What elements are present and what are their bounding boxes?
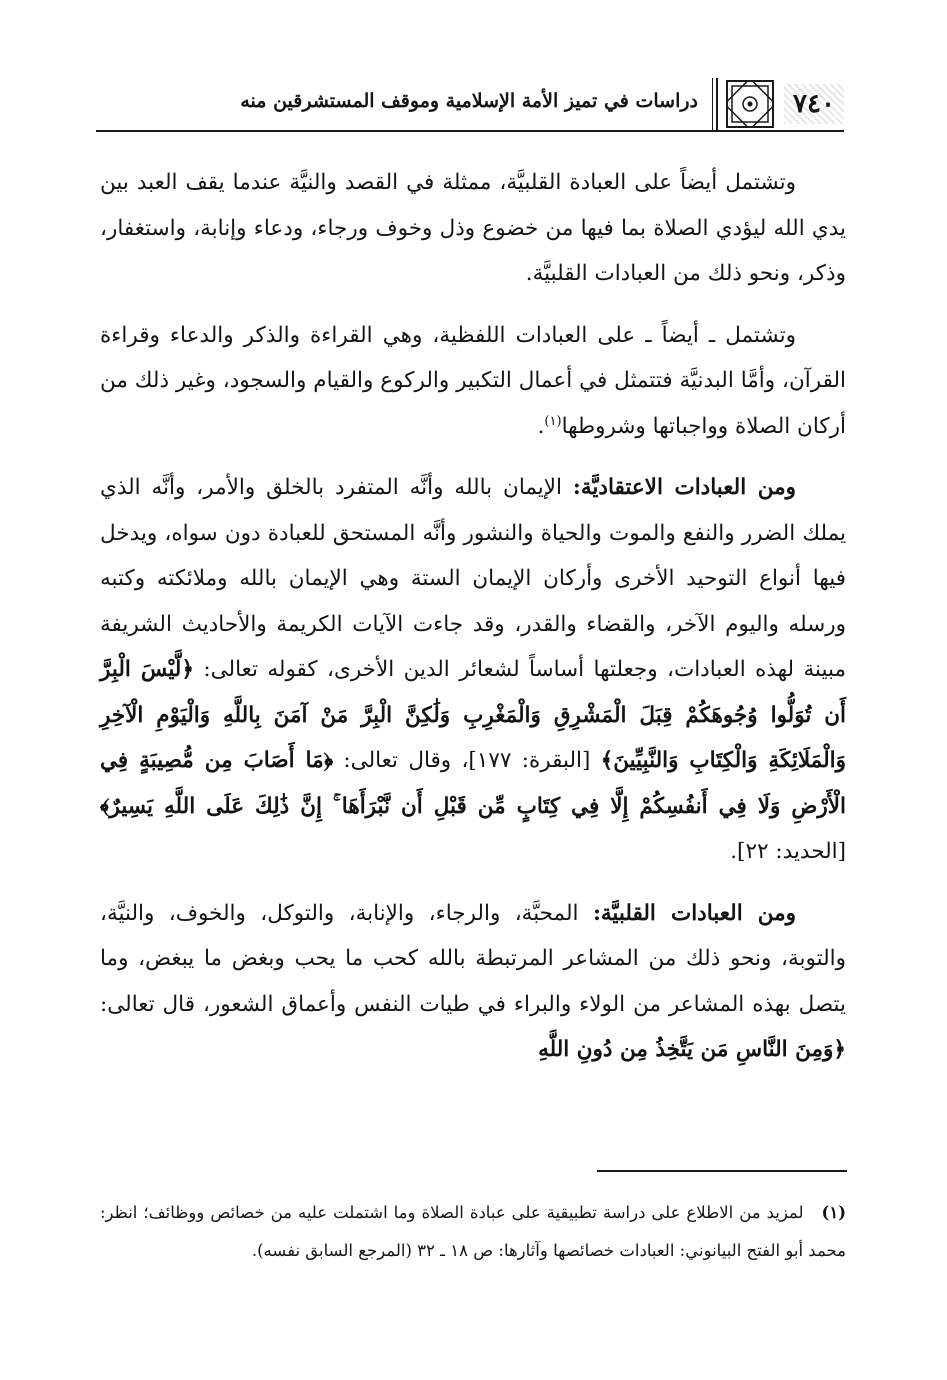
ornament-icon	[726, 80, 774, 128]
verse-reference: [الحديد: ٢٢].	[730, 839, 846, 864]
quran-quote: ﴿مَا أَصَابَ مِن مُّصِيبَةٍ فِي الْأَرْضِ وَلَا فِي أَنفُسِكُمْ إِلَّا فِي كِتَابٍ مِّن قَبْلِ أَن نَّبْرَأَهَا ۚ إِنَّ ذَٰلِكَ عَلَى اللَّهِ يَسِيرٌ﴾	[100, 748, 846, 819]
paragraph-text: المحبَّة، والرجاء، والإنابة، والتوكل، والخوف، والنيَّة، والتوبة، ونحو ذلك من المشاعر المرتبطة بالله كحب ما يحب وبغض ما يبغض، وما يتصل بهذه المشاعر من الولاء والبراء في طيات النفس وأعماق الشعور، قال تعالى:	[100, 900, 846, 1017]
footnote-marker: (١)	[821, 1203, 846, 1222]
paragraph	[100, 313, 846, 450]
footnote-separator	[597, 1170, 847, 1172]
paragraph	[100, 160, 846, 297]
paragraph	[100, 891, 846, 1073]
section-lead: ومن العبادات القلبيَّة:	[592, 900, 797, 926]
verse-reference: [البقرة: ١٧٧]، وقال تعالى:	[333, 748, 601, 773]
running-title: دراسات في تميز الأمة الإسلامية وموقف المستشرقين منه	[240, 90, 698, 112]
quran-quote: ﴿لَّيْسَ الْبِرَّ أَن تُوَلُّوا وُجُوهَكُمْ قِبَلَ الْمَشْرِقِ وَالْمَغْرِبِ وَلَٰكِنَّ الْبِرَّ مَنْ آمَنَ بِاللَّهِ وَالْيَوْمِ الْآخِرِ وَالْمَلَائِكَةِ وَالْكِتَابِ وَالنَّبِيِّينَ﴾	[100, 657, 846, 773]
header-divider-thin	[712, 78, 713, 132]
footnote	[100, 1194, 846, 1270]
header-divider	[716, 78, 718, 132]
page-header	[96, 78, 844, 132]
paragraph	[100, 465, 846, 875]
page-number: ٧٤٠	[784, 84, 844, 124]
quran-quote: ﴿وَمِنَ النَّاسِ مَن يَتَّخِذُ مِن دُونِ اللَّهِ	[538, 1037, 846, 1062]
section-lead: ومن العبادات الاعتقاديَّة:	[572, 475, 796, 500]
paragraph-text: الإيمان بالله وأنَّه المتفرد بالخلق والأمر، وأنَّه الذي يملك الضرر والنفع والموت والحياة والنشور وأنَّه المستحق للعبادة دون سواه، ويدخل فيها أنواع التوحيد الأخرى وأركان الإيمان الستة وهي الإيمان بالله وملائكته وكتبه ورسله واليوم الآخر، والقضاء والقدر، وقد جاءت الآيات الكريمة والأحاديث الشريفة مبينة لهذه العبادات، وجعلتها أساساً لشعائر الدين الأخرى، كقوله تعالى:	[100, 475, 846, 682]
footnote-text: لمزيد من الاطلاع على دراسة تطبيقية على عبادة الصلاة وما اشتملت عليه من خصائص ووظائف؛ انظر: محمد أبو الفتح البيانوني: العبادات خصائصها وآثارها: ص ١٨ ـ ٣٢ (المرجع السابق نفسه).	[100, 1203, 846, 1260]
paragraph-text: وتشتمل أيضاً على العبادة القلبيَّة، ممثلة في القصد والنيَّة عندما يقف العبد بين يدي الله ليؤدي الصلاة بما فيها من خضوع وذل وخوف ورجاء، ودعاء وإنابة، واستغفار، وذكر، ونحو ذلك من العبادات القلبيَّة.	[100, 170, 846, 286]
footnote-reference[interactable]: (١)	[544, 413, 562, 429]
body-text	[100, 160, 846, 1089]
paragraph-text: وتشتمل ـ أيضاً ـ على العبادات اللفظية، وهي القراءة والذكر والدعاء وقراءة القرآن، وأمَّا البدنيَّة فتتمثل في أعمال التكبير والركوع والقيام والسجود، وغير ذلك من أركان الصلاة وواجباتها وشروطها	[100, 322, 846, 439]
sentence-end: .	[537, 413, 545, 439]
header-rule	[96, 130, 844, 132]
